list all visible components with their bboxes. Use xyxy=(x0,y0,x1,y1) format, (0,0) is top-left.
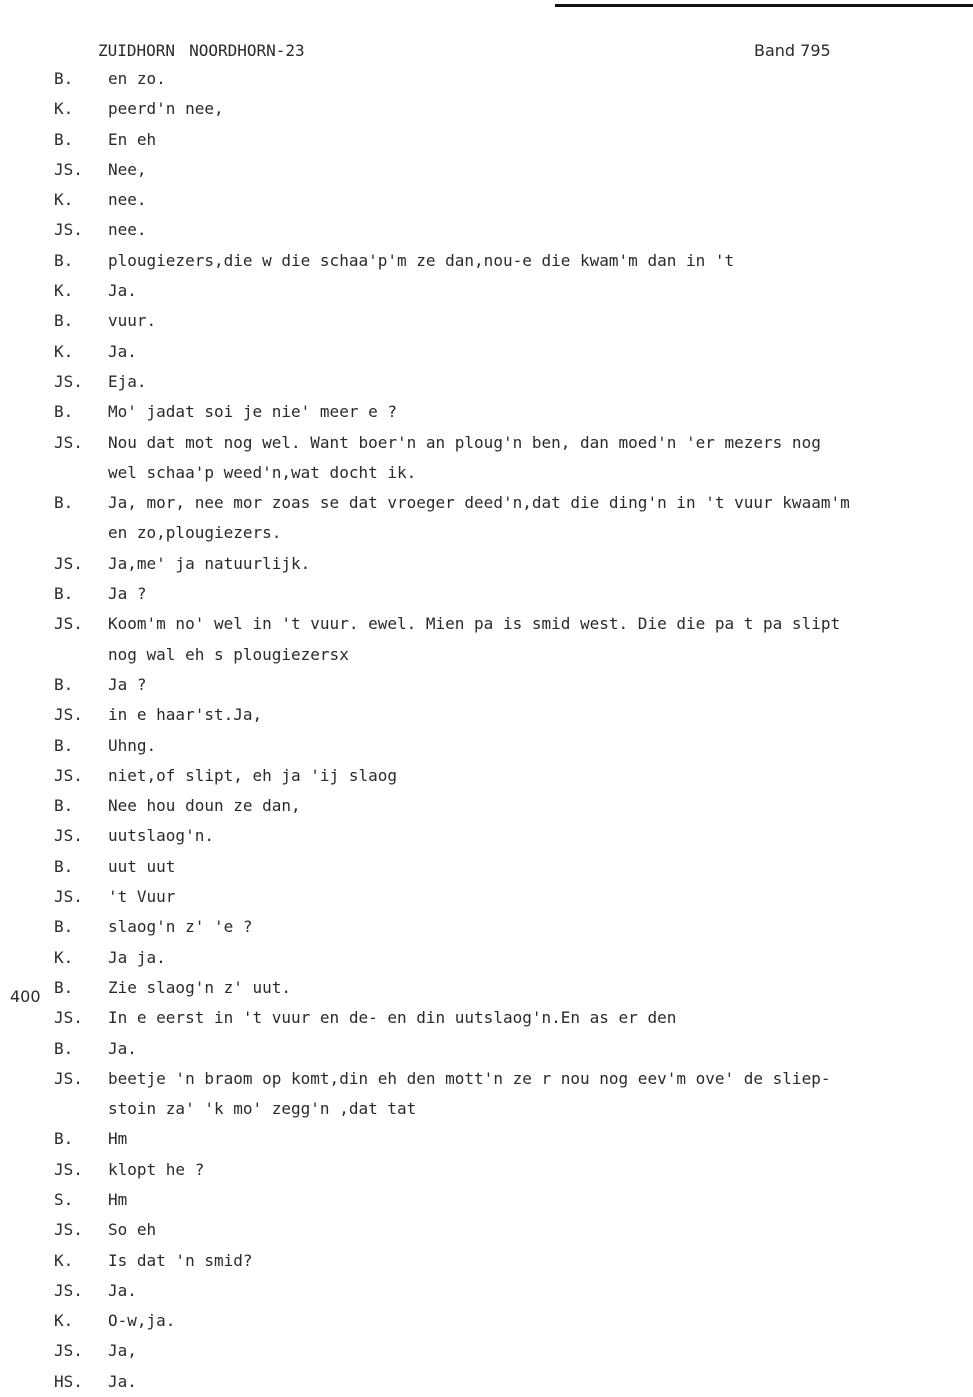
transcript-line xyxy=(0,1124,973,1154)
speaker-label: JS. xyxy=(54,220,83,240)
utterance-text: Nou dat mot nog wel. Want boer'n an ploug'n ben, dan moed'n 'er mezers nog xyxy=(108,432,821,452)
transcript-line xyxy=(0,640,973,670)
speaker-label xyxy=(0,640,108,670)
utterance-text: niet,of slipt, eh ja 'ij slaog xyxy=(108,765,397,785)
speaker-label: B. xyxy=(54,250,74,270)
speaker-label: B. xyxy=(54,1038,74,1058)
utterance-text: Ja. xyxy=(108,341,137,361)
speaker-label: S. xyxy=(54,1189,74,1209)
speaker-label xyxy=(0,1094,108,1124)
speaker-label: B. xyxy=(54,69,74,88)
transcript-line xyxy=(0,428,973,458)
transcript-line xyxy=(0,64,973,94)
speaker-label: JS. xyxy=(54,887,83,907)
top-rule xyxy=(555,4,973,7)
transcript-line xyxy=(0,1094,973,1124)
utterance-text: Eja. xyxy=(108,371,147,391)
transcript xyxy=(0,64,973,1397)
speaker-label: B. xyxy=(54,493,74,513)
transcript-line xyxy=(0,337,973,367)
speaker-label xyxy=(0,518,108,548)
transcript-line xyxy=(0,306,973,336)
utterance-text: nee. xyxy=(108,220,147,240)
transcript-line xyxy=(0,1336,973,1366)
transcript-line xyxy=(0,367,973,397)
speaker-label: K. xyxy=(54,190,74,210)
speaker-label: K. xyxy=(54,341,74,361)
utterance-text: nee. xyxy=(108,190,147,210)
transcript-line xyxy=(0,155,973,185)
transcript-line xyxy=(0,579,973,609)
utterance-text: Ja, mor, nee mor zoas se dat vroeger deed'n,dat die ding'n in 't vuur kwaam'm xyxy=(108,493,850,513)
speaker-label: JS. xyxy=(54,1159,83,1179)
speaker-label: JS. xyxy=(54,159,83,179)
transcript-line xyxy=(0,1064,973,1094)
speaker-label: B. xyxy=(54,977,74,997)
utterance-text: Ja. xyxy=(108,281,137,301)
utterance-text: wel schaa'p weed'n,wat docht ik. xyxy=(108,462,417,482)
speaker-label: B. xyxy=(54,129,74,149)
speaker-label: K. xyxy=(54,99,74,119)
transcript-line xyxy=(0,1246,973,1276)
utterance-text: in e haar'st.Ja, xyxy=(108,705,263,725)
transcript-line xyxy=(0,185,973,215)
transcript-line xyxy=(0,943,973,973)
utterance-text: peerd'n nee, xyxy=(108,99,224,119)
utterance-text: Ja ? xyxy=(108,674,147,694)
transcript-line xyxy=(0,761,973,791)
header-code: NOORDHORN-23 xyxy=(189,41,305,60)
transcript-line xyxy=(0,94,973,124)
speaker-label xyxy=(0,458,108,488)
speaker-label: JS. xyxy=(54,765,83,785)
utterance-text: Ja ja. xyxy=(108,947,166,967)
speaker-label: B. xyxy=(54,1129,74,1149)
utterance-text: Mo' jadat soi je nie' meer e ? xyxy=(108,402,397,422)
speaker-label: K. xyxy=(54,281,74,301)
speaker-label: JS. xyxy=(54,705,83,725)
utterance-text: 't Vuur xyxy=(108,887,176,907)
speaker-label: B. xyxy=(54,917,74,937)
utterance-text: Ja, xyxy=(108,1341,137,1361)
utterance-text: nog wal eh s plougiezersx xyxy=(108,644,349,664)
utterance-text: Ja. xyxy=(108,1280,137,1300)
utterance-text: Nee hou doun ze dan, xyxy=(108,796,301,816)
speaker-label: K. xyxy=(54,1311,74,1331)
transcript-line xyxy=(0,1306,973,1336)
speaker-label: B. xyxy=(54,735,74,755)
transcript-line xyxy=(0,1215,973,1245)
tape-number: Band 795 xyxy=(754,41,831,60)
transcript-line xyxy=(0,215,973,245)
speaker-label: JS. xyxy=(54,1341,83,1361)
margin-counter: 400 xyxy=(10,987,41,1006)
utterance-text: Is dat 'n smid? xyxy=(108,1250,253,1270)
utterance-text: In e eerst in 't vuur en de- en din uutslaog'n.En as er den xyxy=(108,1008,677,1028)
speaker-label: K. xyxy=(54,947,74,967)
utterance-text: Uhng. xyxy=(108,735,157,755)
speaker-label: JS. xyxy=(54,1068,83,1088)
transcript-line xyxy=(0,973,973,1003)
utterance-text: Ja. xyxy=(108,1371,137,1391)
transcript-line xyxy=(0,276,973,306)
speaker-label: JS. xyxy=(54,614,83,634)
speaker-label: B. xyxy=(54,674,74,694)
utterance-text: Koom'm no' wel in 't vuur. ewel. Mien pa is smid west. Die die pa t pa slipt xyxy=(108,614,841,634)
speaker-label: B. xyxy=(54,584,74,604)
speaker-label: K. xyxy=(54,1250,74,1270)
utterance-text: So eh xyxy=(108,1220,157,1240)
utterance-text: uutslaog'n. xyxy=(108,826,214,846)
transcript-line xyxy=(0,821,973,851)
speaker-label: B. xyxy=(54,311,74,331)
speaker-label: JS. xyxy=(54,1220,83,1240)
transcript-line xyxy=(0,791,973,821)
transcript-line xyxy=(0,700,973,730)
header-place: ZUIDHORN xyxy=(98,41,176,60)
speaker-label: HS. xyxy=(54,1371,83,1391)
speaker-label: B. xyxy=(54,402,74,422)
utterance-text: Hm xyxy=(108,1189,128,1209)
utterance-text: Ja ? xyxy=(108,584,147,604)
utterance-text: plougiezers,die w die schaa'p'm ze dan,nou-e die kwam'm dan in 't xyxy=(108,250,735,270)
speaker-label: JS. xyxy=(54,553,83,573)
utterance-text: beetje 'n braom op komt,din eh den mott'n ze r nou nog eev'm ove' de sliep- xyxy=(108,1068,831,1088)
document-header xyxy=(98,41,319,60)
utterance-text: stoin za' 'k mo' zegg'n ,dat tat xyxy=(108,1099,417,1119)
transcript-line xyxy=(0,882,973,912)
transcript-line xyxy=(0,246,973,276)
speaker-label: JS. xyxy=(54,432,83,452)
transcript-line xyxy=(0,1276,973,1306)
utterance-text: Hm xyxy=(108,1129,128,1149)
utterance-text: en zo. xyxy=(108,69,166,88)
transcript-line xyxy=(0,609,973,639)
utterance-text: klopt he ? xyxy=(108,1159,205,1179)
transcript-line xyxy=(0,1367,973,1397)
utterance-text: En eh xyxy=(108,129,157,149)
transcript-line xyxy=(0,1034,973,1064)
utterance-text: Ja,me' ja natuurlijk. xyxy=(108,553,311,573)
transcript-line xyxy=(0,1003,973,1033)
speaker-label: JS. xyxy=(54,1280,83,1300)
speaker-label: JS. xyxy=(54,371,83,391)
transcript-line xyxy=(0,518,973,548)
speaker-label: B. xyxy=(54,856,74,876)
utterance-text: vuur. xyxy=(108,311,157,331)
transcript-line xyxy=(0,852,973,882)
utterance-text: slaog'n z' 'e ? xyxy=(108,917,253,937)
transcript-line xyxy=(0,397,973,427)
speaker-label: B. xyxy=(54,796,74,816)
transcript-line xyxy=(0,549,973,579)
speaker-label: JS. xyxy=(54,1008,83,1028)
transcript-line xyxy=(0,458,973,488)
utterance-text: O-w,ja. xyxy=(108,1311,176,1331)
utterance-text: uut uut xyxy=(108,856,176,876)
transcript-line xyxy=(0,1155,973,1185)
utterance-text: Zie slaog'n z' uut. xyxy=(108,977,292,997)
transcript-line xyxy=(0,670,973,700)
transcript-line xyxy=(0,1185,973,1215)
speaker-label: JS. xyxy=(54,826,83,846)
transcript-line xyxy=(0,125,973,155)
utterance-text: Nee, xyxy=(108,159,147,179)
transcript-line xyxy=(0,488,973,518)
utterance-text: Ja. xyxy=(108,1038,137,1058)
transcript-line xyxy=(0,912,973,942)
utterance-text: en zo,plougiezers. xyxy=(108,523,282,543)
transcript-line xyxy=(0,731,973,761)
